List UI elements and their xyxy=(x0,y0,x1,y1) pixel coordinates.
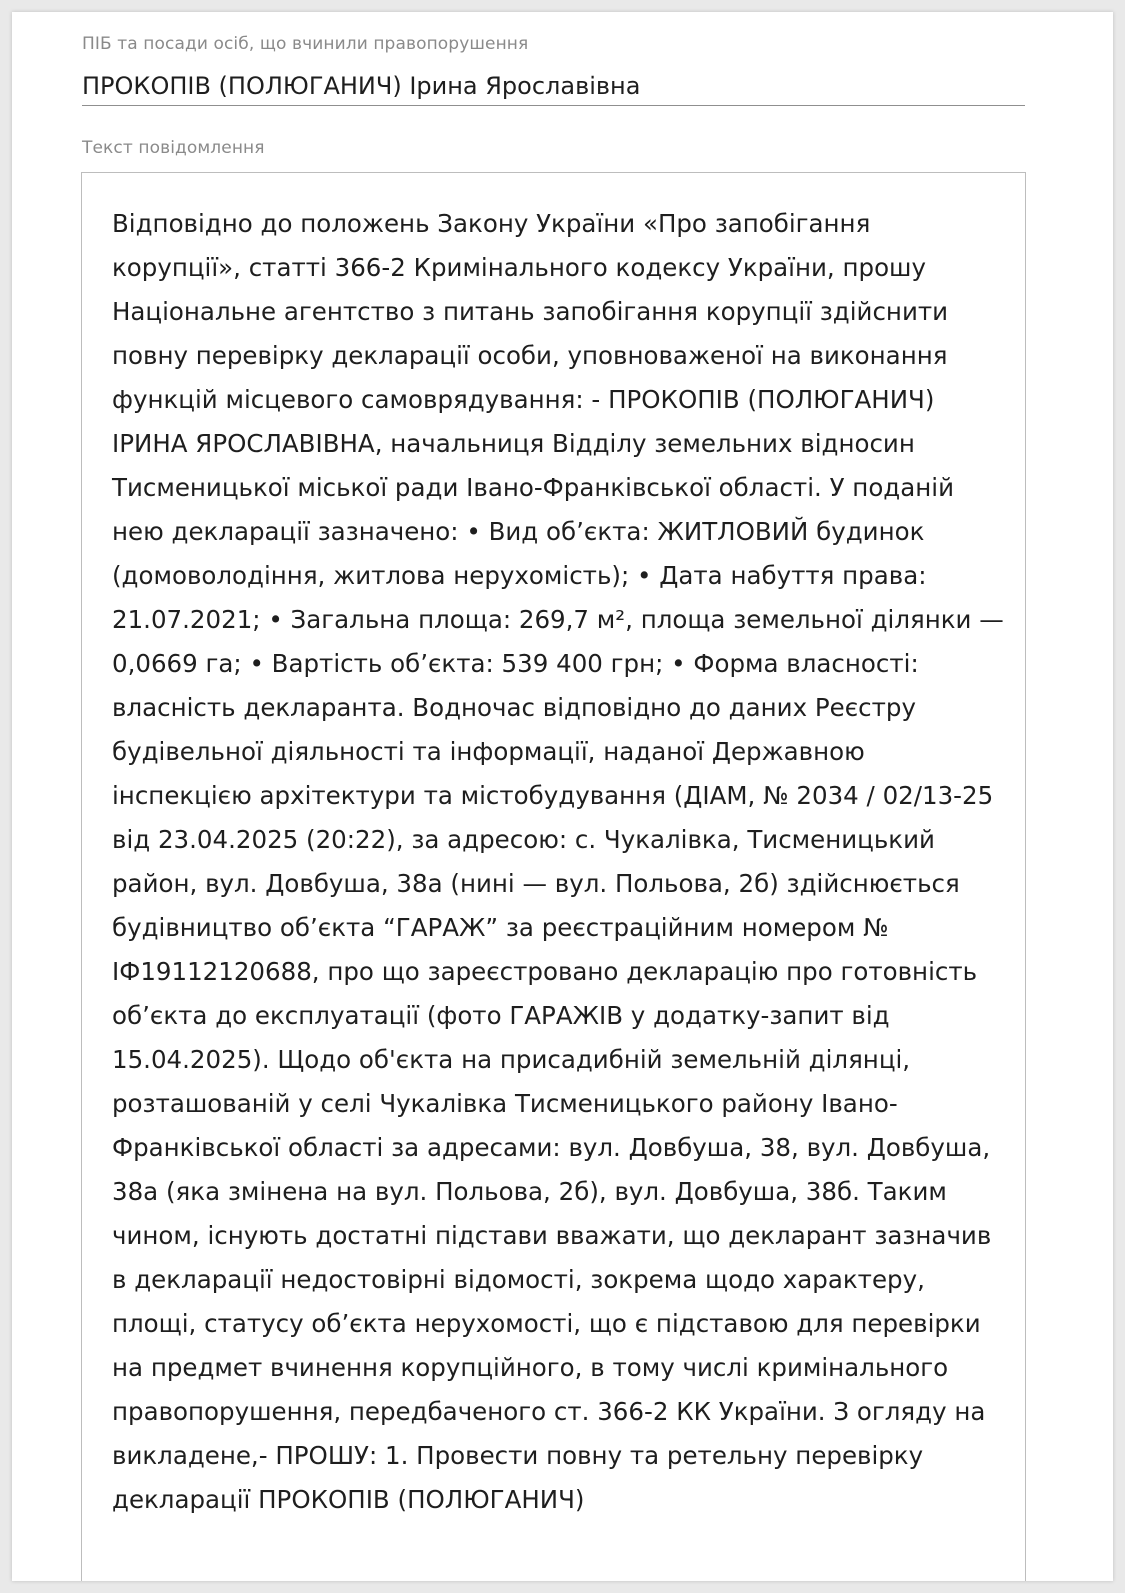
offender-name-field[interactable]: ПРОКОПІВ (ПОЛЮГАНИЧ) Ірина Ярославівна xyxy=(82,70,1025,106)
message-text-area[interactable]: Відповідно до положень Закону України «Про запобігання корупції», статті 366-2 Кримінального кодексу України, прошу Національне агентство з питань запобігання корупції здійснити повну перевірку декларації особи, уповноваженої на виконання функцій місцевого самоврядування: - ПРОКОПІВ (ПОЛЮГАНИЧ) ІРИНА ЯРОСЛАВІВНА, начальниця Відділу земельних відносин Тисменицької міської ради Івано-Франківської області. У поданій нею декларації зазначено: • Вид об’єкта: ЖИТЛОВИЙ будинок (домоволодіння, житлова нерухомість); • Дата набуття права: 21.07.2021; • Загальна площа: 269,7 м², площа земельної ділянки — 0,0669 га; • Вартість об’єкта: 539 400 грн; • Форма власності: власність декларанта. Водночас відповідно до даних Реєстру будівельної діяльності та інформації, наданої Державною інспекцією архітектури та містобудування (ДІАМ, № 2034 / 02/13-25 від 23.04.2025 (20:22), за адресою: с. Чукалівка, Тисменицький район, вул. Довбуша, 38а (нині — вул. Польова, 2б) здійснюється будівництво об’єкта “ГАРАЖ” за реєстраційним номером № ІФ19112120688, про що зареєстровано декларацію про готовність об’єкта до експлуатації (фото ГАРАЖІВ у додатку-запит від 15.04.2025). Щодо об'єкта на присадибній земельній ділянці, розташованій у селі Чукалівка Тисменицького району Івано-Франківської області за адресами: вул. Довбуша, 38, вул. Довбуша, 38а (яка змінена на вул. Польова, 2б), вул. Довбуша, 38б. Таким чином, існують достатні підстави вважати, що декларант зазначив в декларації недостовірні відомості, зокрема щодо характеру, площі, статусу об’єкта нерухомості, що є підставою для перевірки на предмет вчинення корупційного, в тому числі кримінального правопорушення, передбаченого ст. 366-2 КК України. З огляду на викладене,- ПРОШУ: 1. Провести повну та ретельну перевірку декларації ПРОКОПІВ (ПОЛЮГАНИЧ) xyxy=(81,172,1026,1581)
report-form-sheet xyxy=(12,12,1113,1581)
offender-name-label: ПІБ та посади осіб, що вчинили правопорушення xyxy=(82,34,529,54)
message-text-label: Текст повідомлення xyxy=(82,138,265,158)
